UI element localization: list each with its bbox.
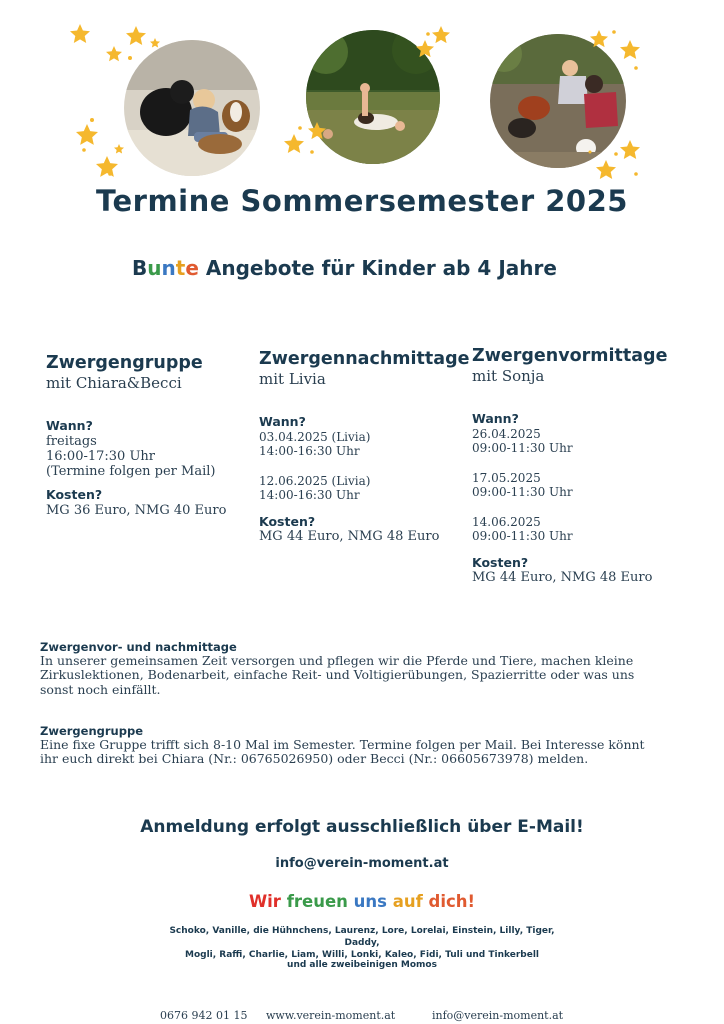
contact-email-link[interactable]: info@verein-moment.at xyxy=(275,856,449,871)
subtitle-letter: B xyxy=(132,256,148,280)
footer-email-link[interactable]: info@verein-moment.at xyxy=(432,1009,564,1022)
column-title: Zwergengruppe xyxy=(46,353,203,373)
info-zwergengruppe xyxy=(40,724,690,767)
subtitle-colored-word xyxy=(132,256,199,280)
kosten-label: Kosten? xyxy=(259,514,316,529)
column-leader: mit Livia xyxy=(259,370,326,388)
names-line: Schoko, Vanille, die Hühnchens, Laurenz, Lore, Lorelai, Einstein, Lilly, Tiger, Daddy, xyxy=(169,926,555,948)
info-heading: Zwergengruppe xyxy=(40,724,144,738)
kosten-label: Kosten? xyxy=(46,487,103,502)
joy-word: freuen xyxy=(286,892,348,911)
wann-label: Wann? xyxy=(259,414,306,429)
column-leader: mit Sonja xyxy=(472,367,545,385)
kosten-value: MG 44 Euro, NMG 48 Euro xyxy=(472,570,653,585)
date-line: 12.06.2025 (Livia) xyxy=(259,474,371,488)
info-line: In unserer gemeinsamen Zeit versorgen und pflegen wir die Pferde und Tiere, machen kleine xyxy=(40,653,634,668)
time-line: 09:00-11:30 Uhr xyxy=(472,441,573,455)
footer-website-link[interactable]: www.verein-moment.at xyxy=(266,1009,396,1022)
joy-word: uns xyxy=(353,892,387,911)
kosten-label: Kosten? xyxy=(472,555,529,570)
registration-note: Anmeldung erfolgt ausschließlich über E-Mail! xyxy=(140,817,584,837)
info-heading: Zwergenvor- und nachmittage xyxy=(40,640,237,654)
time-line: 09:00-11:30 Uhr xyxy=(472,485,573,499)
joy-message xyxy=(0,892,724,911)
names-line: Mogli, Raffi, Charlie, Liam, Willi, Lonki, Kaleo, Fidi, Tuli und Tinkerbell xyxy=(184,950,539,960)
column-zwergengruppe xyxy=(46,352,266,518)
star-cluster-icon xyxy=(70,24,170,194)
momos-note: und alle zweibeinigen Momos xyxy=(287,960,437,970)
star-cluster-icon xyxy=(580,24,650,190)
info-line: sonst noch einfällt. xyxy=(40,681,161,697)
joy-word: auf xyxy=(392,892,423,911)
date-line: 17.05.2025 xyxy=(472,471,541,485)
wann-line: freitags xyxy=(46,434,97,449)
time-line: 14:00-16:30 Uhr xyxy=(259,444,360,458)
subtitle-letter: n xyxy=(161,256,176,280)
kosten-value: MG 44 Euro, NMG 48 Euro xyxy=(259,529,440,544)
kosten-value: MG 36 Euro, NMG 40 Euro xyxy=(46,503,227,518)
date-line: 03.04.2025 (Livia) xyxy=(259,430,371,444)
subtitle-rest: Angebote für Kinder ab 4 Jahre xyxy=(198,256,557,280)
wann-label: Wann? xyxy=(46,418,93,433)
subtitle-letter: u xyxy=(147,256,162,280)
column-zwergenvormittage xyxy=(472,345,692,585)
info-line: Zirkuslektionen, Bodenarbeit, einfache Reit- und Voltigierübungen, Spazierritte oder was uns xyxy=(40,667,635,683)
wann-label: Wann? xyxy=(472,411,519,426)
info-line: ihr euch direkt bei Chiara (Nr.: 06765026950) oder Becci (Nr.: 06605673978) melden. xyxy=(40,751,589,767)
date-line: 14.06.2025 xyxy=(472,515,541,529)
star-cluster-icon xyxy=(282,22,472,162)
column-leader: mit Chiara&Becci xyxy=(46,374,182,392)
footer-phone: 0676 942 01 15 xyxy=(160,1009,248,1022)
time-line: 09:00-11:30 Uhr xyxy=(472,529,573,543)
info-zwergenvor-nachmittage xyxy=(40,640,690,697)
wann-line: (Termine folgen per Mail) xyxy=(46,464,216,479)
column-title: Zwergennachmittage xyxy=(259,349,470,369)
info-line: Eine fixe Gruppe trifft sich 8-10 Mal im Semester. Termine folgen per Mail. Bei Interesse könnt xyxy=(40,737,645,752)
page-title: Termine Sommersemester 2025 xyxy=(96,184,628,218)
subtitle-letter: t xyxy=(175,256,186,280)
joy-word: dich! xyxy=(428,892,476,911)
joy-word: Wir xyxy=(248,892,281,911)
wann-line: 16:00-17:30 Uhr xyxy=(46,449,155,464)
subtitle-letter: e xyxy=(185,256,199,280)
page-subtitle xyxy=(132,256,557,280)
column-zwergennachmittage xyxy=(259,348,479,544)
animal-names xyxy=(0,925,724,961)
time-line: 14:00-16:30 Uhr xyxy=(259,488,360,502)
date-line: 26.04.2025 xyxy=(472,427,541,441)
column-title: Zwergenvormittage xyxy=(472,346,668,366)
